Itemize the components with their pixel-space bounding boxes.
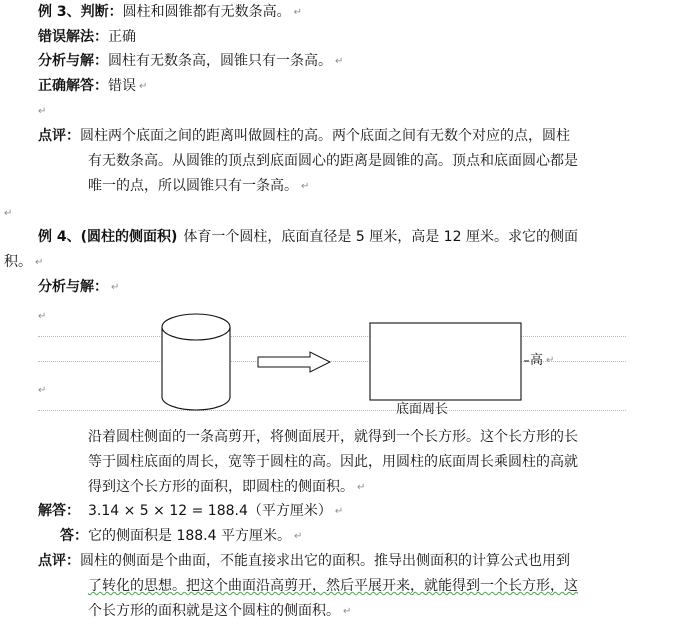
cylinder-shape <box>162 314 230 410</box>
wrong-solution-label: 错误解法： <box>38 29 108 45</box>
correct-solution-text: 错误 <box>108 78 136 94</box>
example3-analysis-line <box>38 51 343 72</box>
comment-text: 圆柱的侧面是个曲面，不能直接求出它的面积。推导出侧面积的计算公式也用到 <box>80 553 570 569</box>
base-circumference-label-wrap <box>396 402 448 418</box>
example4-comment-line-3 <box>88 601 351 622</box>
paragraph-mark: ↵ <box>4 208 13 219</box>
wrong-solution-text: 正确 <box>108 29 136 45</box>
example3-question: 圆柱和圆锥都有无数条高。 <box>122 4 291 20</box>
empty-paragraph <box>4 203 12 224</box>
empty-paragraph <box>38 101 46 122</box>
empty-paragraph <box>38 380 46 401</box>
example4-question-cont: 积。 <box>4 254 32 270</box>
paragraph-mark: ↵ <box>357 482 366 493</box>
paragraph-mark: ↵ <box>293 7 303 18</box>
unfolded-rectangle <box>370 323 521 400</box>
example3-comment-line-2 <box>88 151 578 171</box>
cylinder-unfold-svg <box>150 305 570 417</box>
analysis-text: 圆柱有无数条高，圆锥只有一条高。 <box>108 53 332 69</box>
right-arrow-icon <box>258 352 330 372</box>
explanation-line-1 <box>88 427 578 447</box>
reply-line <box>60 526 302 547</box>
base-circumference-label: 底面周长 <box>396 402 449 417</box>
explanation-line-2 <box>88 452 578 472</box>
explanation-text: 得到这个长方形的面积，即圆柱的侧面积。 <box>88 479 354 495</box>
paragraph-mark: ↵ <box>301 181 310 192</box>
explanation-line-3 <box>88 477 365 498</box>
paragraph-mark: ↵ <box>38 106 47 117</box>
correct-solution-label: 正确解答： <box>38 78 108 94</box>
example3-title-line <box>38 2 302 23</box>
example4-comment-line-2 <box>88 576 578 596</box>
comment-label: 点评： <box>38 128 80 144</box>
paragraph-mark: ↵ <box>111 282 120 293</box>
example3-comment-line-1 <box>38 126 570 146</box>
paragraph-mark: ↵ <box>293 531 303 542</box>
example3-title: 例 3、判断： <box>38 4 123 20</box>
example4-question-line-2 <box>4 252 43 273</box>
paragraph-mark: ↵ <box>335 56 344 67</box>
empty-paragraph <box>38 306 46 327</box>
example3-comment-line-3 <box>88 176 309 197</box>
example3-wrong-line <box>38 27 136 47</box>
height-label-wrap <box>530 353 554 369</box>
example4-analysis-line <box>38 277 119 298</box>
example4-title: 例 4、(圆柱的侧面积) <box>38 229 178 245</box>
comment-text: 圆柱两个底面之间的距离叫做圆柱的高。两个底面之间有无数个对应的点，圆柱 <box>80 128 570 144</box>
analysis-label: 分析与解： <box>38 53 108 69</box>
explanation-text: 等于圆柱底面的周长，宽等于圆柱的高。因此，用圆柱的底面周长乘圆柱的高就 <box>88 454 578 470</box>
example4-title-line <box>38 227 578 247</box>
comment-text: 唯一的点，所以圆锥只有一条高。 <box>88 178 298 194</box>
comment-text: 有无数条高。从圆锥的顶点到底面圆心的距离是圆锥的高。顶点和底面圆心都是 <box>88 153 578 169</box>
example4-analysis-label: 分析与解： <box>38 279 108 295</box>
example4-question: 体育一个圆柱，底面直径是 5 厘米，高是 12 厘米。求它的侧面 <box>183 229 578 245</box>
answer-calculation: 3.14 × 5 × 12 = 188.4（平方厘米） <box>88 503 332 519</box>
paragraph-mark: ↵ <box>343 606 352 617</box>
reply-text: 它的侧面积是 188.4 平方厘米。 <box>88 528 291 544</box>
example3-correct-line <box>38 76 147 97</box>
answer-label: 解答： <box>38 503 80 519</box>
example4-comment-line-1 <box>38 551 570 571</box>
comment-label: 点评： <box>38 553 80 569</box>
answer-line <box>38 501 343 522</box>
paragraph-mark: ↵ <box>546 355 555 366</box>
explanation-text: 沿着圆柱侧面的一条高剪开，将侧面展开，就得到一个长方形。这个长方形的长 <box>88 429 578 445</box>
paragraph-mark: ↵ <box>38 311 47 322</box>
height-label: 高 <box>530 353 544 368</box>
reply-label: 答： <box>60 528 88 544</box>
paragraph-mark: ↵ <box>38 385 47 396</box>
paragraph-mark: ↵ <box>139 81 148 92</box>
paragraph-mark: ↵ <box>334 506 344 517</box>
comment-text: 个长方形的面积就是这个圆柱的侧面积。 <box>88 603 340 619</box>
comment-text: 了转化的思想。把这个曲面沿高剪开，然后平展开来，就能得到一个长方形，这 <box>88 578 578 594</box>
cylinder-unfold-diagram <box>150 305 570 417</box>
paragraph-mark: ↵ <box>35 257 44 268</box>
